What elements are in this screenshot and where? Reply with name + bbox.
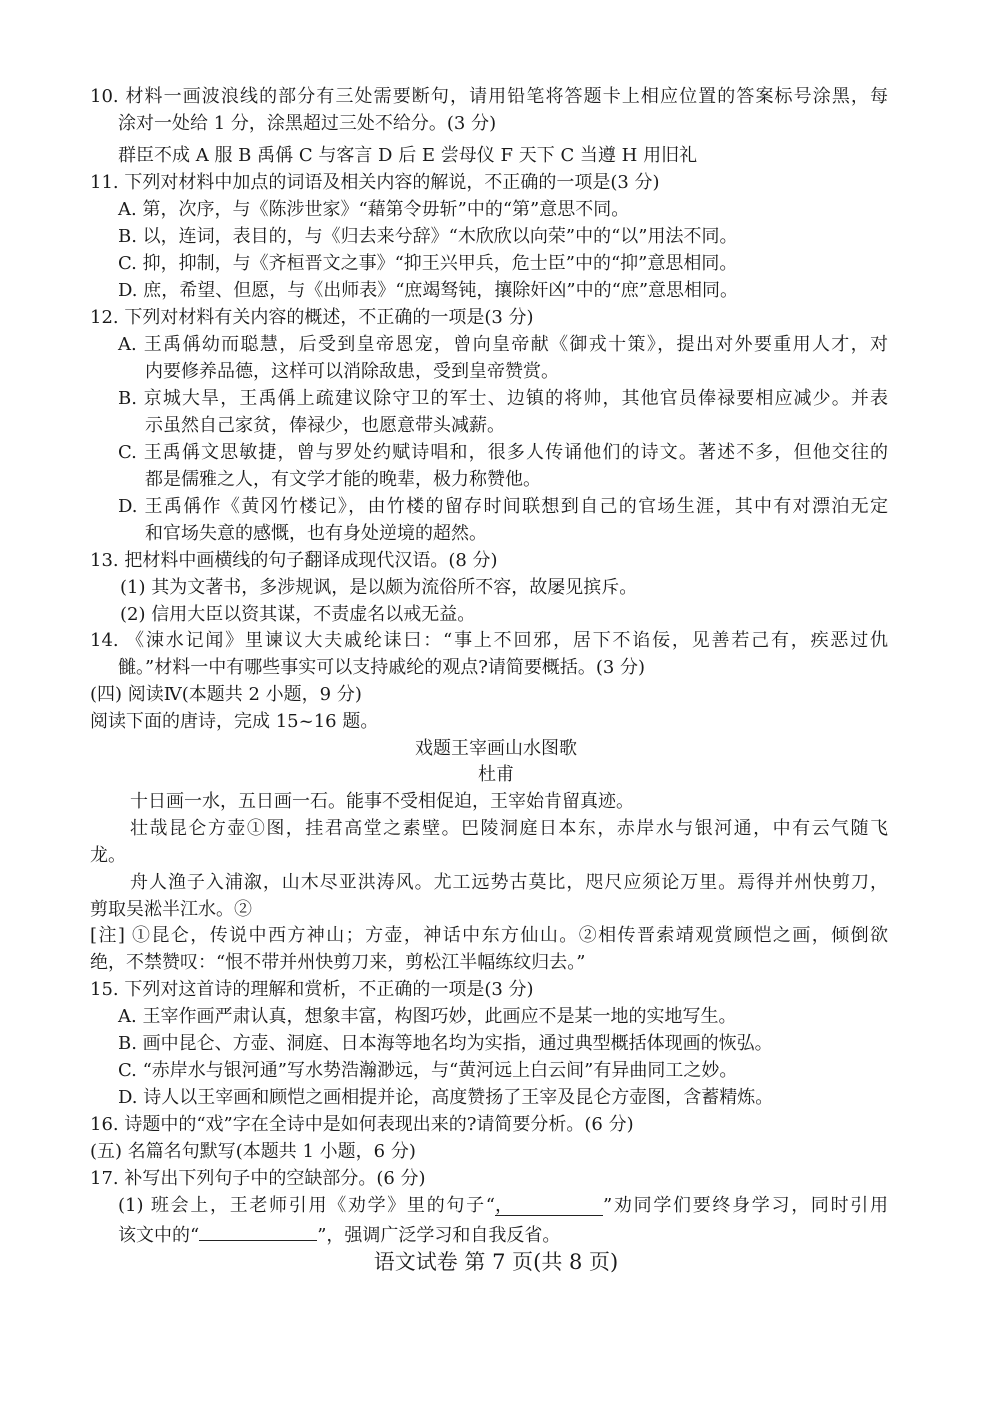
text-line: 舟人渔子入浦溆，山木尽亚洪涛风。尤工远势古莫比，咫尺应须论万里。焉得并州快剪刀， [130, 872, 888, 893]
text-line: 15. 下列对这首诗的理解和赏析，不正确的一项是(3 分) [90, 979, 534, 1000]
poem-title: 戏题王宰画山水图歌 [415, 738, 577, 759]
text-line: [注] ①昆仑，传说中西方神山；方壶，神话中东方仙山。②相传晋索靖观赏顾恺之画，倾倒欲 [90, 925, 888, 946]
text-line: 16. 诗题中的“戏”字在全诗中是如何表现出来的?请简要分析。(6 分) [90, 1114, 634, 1135]
text-line: 十日画一水，五日画一石。能事不受相促迫，王宰始肯留真迹。 [130, 791, 634, 812]
poem-author: 杜甫 [478, 764, 514, 785]
text-line: 绝，不禁赞叹：“恨不带并州快剪刀来，剪松江半幅练纹归去。” [90, 952, 586, 973]
text-line: A. 王禹偁幼而聪慧，后受到皇帝恩宠，曾向皇帝献《御戎十策》，提出对外要重用人才，对 [118, 334, 888, 355]
text-line: 示虽然自己家贫，俸禄少，也愿意带头减薪。 [145, 415, 505, 436]
text-line: B. 以，连词，表目的，与《归去来兮辞》“木欣欣以向荣”中的“以”用法不同。 [118, 226, 738, 247]
text-line: 内要修养品德，这样可以消除敌患，受到皇帝赞赏。 [145, 361, 559, 382]
q17-1-line2 [118, 1222, 560, 1247]
page-footer: 语文试卷 第 7 页(共 8 页) [373, 1250, 619, 1274]
text-line: C. “赤岸水与银河通”写水势浩瀚渺远，与“黄河远上白云间”有异曲同工之妙。 [118, 1060, 738, 1081]
text-line: (2) 信用大臣以资其谋，不责虚名以戒无益。 [120, 604, 476, 625]
text-line: D. 诗人以王宰画和顾恺之画相提并论，高度赞扬了王宰及昆仑方壶图，含蓄精炼。 [118, 1087, 774, 1108]
text-line: (四) 阅读Ⅳ(本题共 2 小题，9 分) [90, 684, 362, 705]
text-line: D. 庶，希望、但愿，与《出师表》“庶竭驽钝，攘除奸凶”中的“庶”意思相同。 [118, 280, 739, 301]
text-line: 10. 材料一画波浪线的部分有三处需要断句，请用铅笔将答题卡上相应位置的答案标号涂黑，每 [90, 86, 888, 107]
text-line: B. 京城大旱，王禹偁上疏建议除守卫的军士、边镇的将帅，其他官员俸禄要相应减少。并表 [118, 388, 888, 409]
text-line: 12. 下列对材料有关内容的概述，不正确的一项是(3 分) [90, 307, 534, 328]
text: ”劝同学们要终身学习，同时引用 [603, 1195, 889, 1216]
text-line: 龙。 [90, 845, 126, 866]
text-line: 阅读下面的唐诗，完成 15~16 题。 [90, 711, 379, 732]
text-line: 雠。”材料一中有哪些事实可以支持戚纶的观点?请简要概括。(3 分) [118, 657, 646, 678]
text-line: 11. 下列对材料中加点的词语及相关内容的解说，不正确的一项是(3 分) [90, 172, 660, 193]
text-line: 13. 把材料中画横线的句子翻译成现代汉语。(8 分) [90, 550, 498, 571]
text-line: 群臣不成 A 服 B 禹偁 C 与客言 D 后 E 尝母仪 F 天下 C 当遵 H 用旧礼 [118, 145, 698, 166]
text-line: 都是儒雅之人，有文学才能的晚辈，极力称赞他。 [145, 469, 541, 490]
text-line: 涂对一处给 1 分，涂黑超过三处不给分。(3 分) [118, 113, 497, 134]
text-line: B. 画中昆仑、方壶、洞庭、日本海等地名均为实指，通过典型概括体现画的恢弘。 [118, 1033, 773, 1054]
text: 该文中的“ [118, 1225, 200, 1246]
fill-blank[interactable]: ， [495, 1197, 603, 1216]
text-line: 17. 补写出下列句子中的空缺部分。(6 分) [90, 1168, 426, 1189]
text-line: 壮哉昆仑方壶①图，挂君高堂之素壁。巴陵洞庭日本东，赤岸水与银河通，中有云气随飞 [130, 818, 888, 839]
text-line: 和官场失意的感慨，也有身处逆境的超然。 [145, 523, 487, 544]
text-line: A. 第，次序，与《陈涉世家》“藉第令毋斩”中的“第”意思不同。 [118, 199, 630, 220]
text: (1) 班会上，王老师引用《劝学》里的句子“ [118, 1195, 496, 1216]
q17-1-line1 [118, 1195, 888, 1217]
text-line: (1) 其为文著书，多涉规讽，是以颇为流俗所不容，故屡见摈斥。 [120, 577, 638, 598]
fill-blank[interactable] [199, 1222, 317, 1241]
text-line: D. 王禹偁作《黄冈竹楼记》，由竹楼的留存时间联想到自己的官场生涯，其中有对漂泊无定 [118, 496, 888, 517]
text: ”，强调广泛学习和自我反省。 [317, 1225, 561, 1246]
text-line: 剪取吴淞半江水。② [90, 899, 252, 920]
text-line: C. 抑，抑制，与《齐桓晋文之事》“抑王兴甲兵，危士臣”中的“抑”意思相同。 [118, 253, 738, 274]
text-line: C. 王禹偁文思敏捷，曾与罗处约赋诗唱和，很多人传诵他们的诗文。著述不多，但他交往的 [118, 442, 888, 463]
text-line: 14. 《涑水记闻》里谏议大夫戚纶诔曰：“事上不回邪，居下不谄佞，见善若己有，疾恶过仇 [90, 630, 888, 651]
text-line: A. 王宰作画严肃认真，想象丰富，构图巧妙，此画应不是某一地的实地写生。 [118, 1006, 737, 1027]
text-line: (五) 名篇名句默写(本题共 1 小题，6 分) [90, 1141, 416, 1162]
